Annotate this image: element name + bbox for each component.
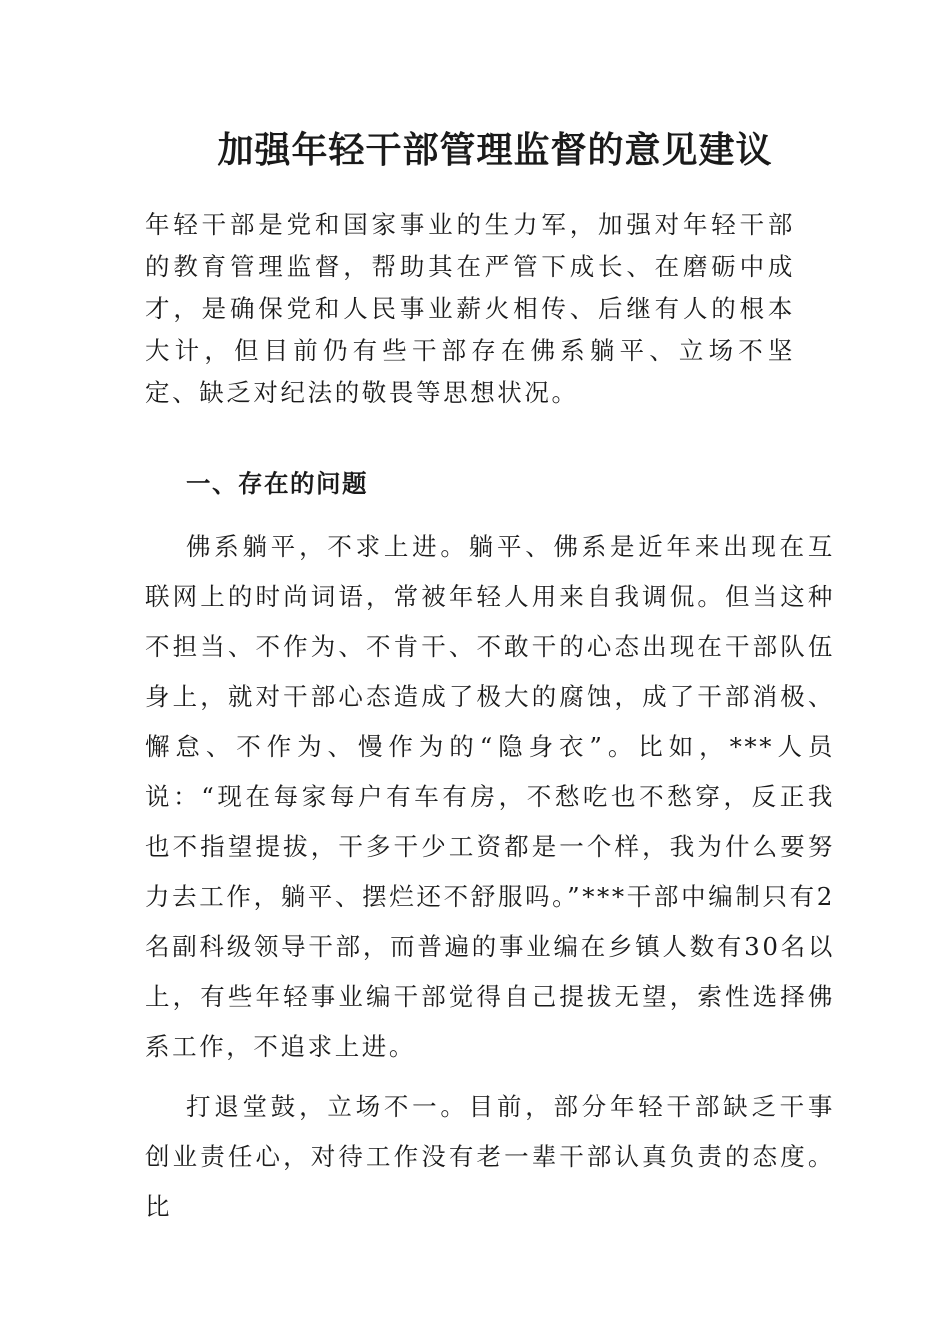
section-heading: 一、存在的问题 — [186, 469, 368, 498]
document-title: 加强年轻干部管理监督的意见建议 — [217, 129, 773, 171]
body-paragraph-2: 打退堂鼓，立场不一。目前，部分年轻干部缺乏干事创业责任心，对待工作没有老一辈干部认真负责的态度。比 — [145, 1092, 835, 1221]
body-paragraph-1: 佛系躺平，不求上进。躺平、佛系是近年来出现在互联网上的时尚词语，常被年轻人用来自我调侃。但当这种不担当、不作为、不肯干、不敢干的心态出现在干部队伍身上，就对干部心态造成了极大的腐蚀，成了干部消极、懈怠、不作为、慢作为的“隐身衣”。比如，***人员说：“现在每家每户有车有房，不愁吃也不愁穿，反正我也不指望提拔，干多干少工资都是一个样，我为什么要努力去工作，躺平、摆烂还不舒服吗。”***干部中编制只有2名副科级领导干部，而普遍的事业编在乡镇人数有30名以上，有些年轻事业编干部觉得自己提拔无望，索性选择佛系工作，不追求上进。 — [145, 532, 835, 1061]
intro-paragraph: 年轻干部是党和国家事业的生力军，加强对年轻干部的教育管理监督，帮助其在严管下成长、在磨砺中成才，是确保党和人民事业薪火相传、后继有人的根本大计，但目前仍有些干部存在佛系躺平、立场不坚定、缺乏对纪法的敬畏等思想状况。 — [145, 210, 795, 407]
